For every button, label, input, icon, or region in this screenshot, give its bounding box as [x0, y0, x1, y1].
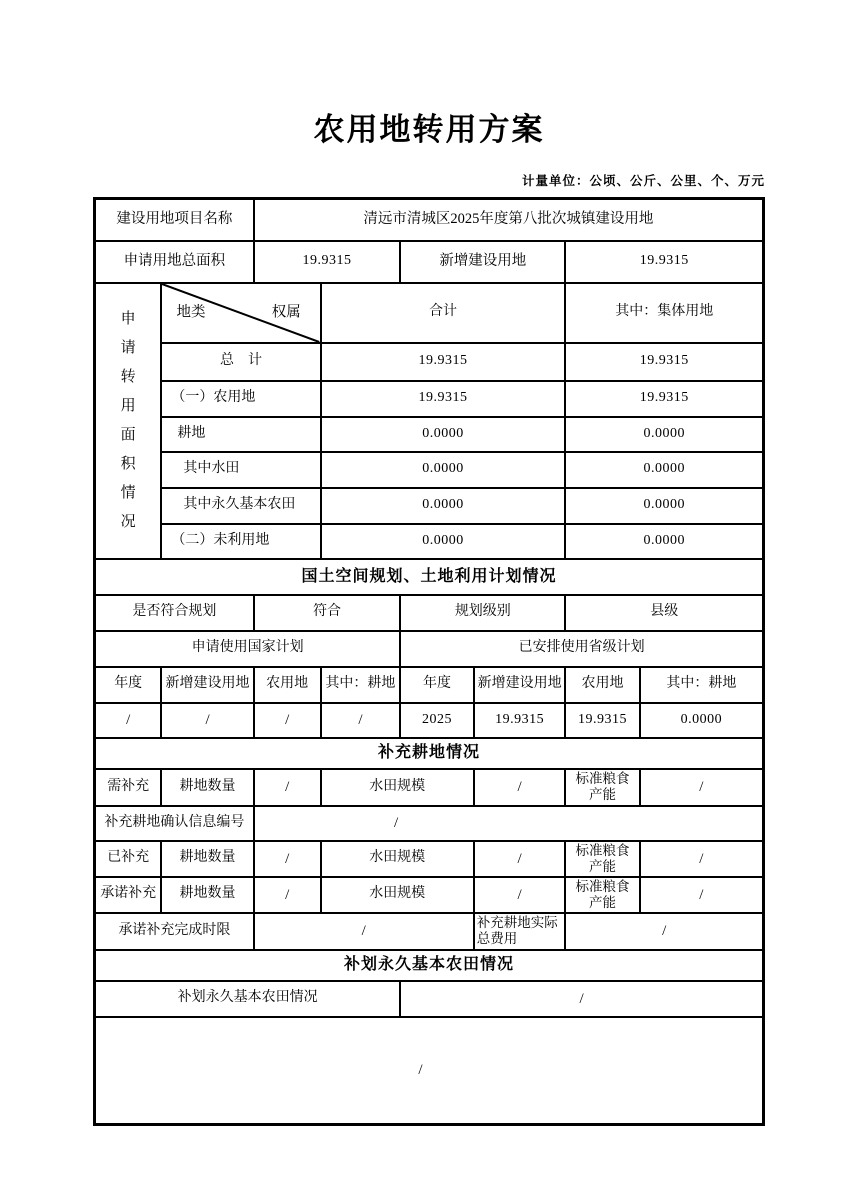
- document-content: [93, 0, 765, 1126]
- project-name-value: 清远市清城区2025年度第八批次城镇建设用地: [254, 199, 764, 241]
- planning-section-header: 国土空间规划、土地利用计划情况: [95, 559, 764, 595]
- conversion-row-collective: 0.0000: [565, 417, 763, 452]
- row-supplement-confirm: [95, 806, 764, 841]
- actual-cost-value: /: [565, 913, 763, 950]
- diagonal-label-ownership: 权属: [271, 303, 301, 320]
- national-cultivated-value: /: [321, 703, 401, 738]
- supplement-capacity-value: /: [640, 877, 764, 913]
- conversion-row-collective: 0.0000: [565, 452, 763, 488]
- supplement-type: 承诺补充: [95, 877, 162, 913]
- table-row: [95, 524, 764, 559]
- supplement-paddy-value: /: [474, 877, 566, 913]
- row-farmland-detail: [95, 981, 764, 1017]
- supplement-capacity-label: 标准粮食产能: [565, 877, 639, 913]
- conversion-row-total: 0.0000: [321, 524, 566, 559]
- supplement-qty-label: 耕地数量: [161, 769, 253, 806]
- deadline-label: 承诺补充完成时限: [95, 913, 254, 950]
- compliance-value: 符合: [254, 595, 401, 631]
- supplement-capacity-label: 标准粮食产能: [565, 841, 639, 877]
- conversion-row-label: 耕地: [161, 417, 320, 452]
- row-remark: [95, 1017, 764, 1125]
- supplement-capacity-value: /: [640, 841, 764, 877]
- row-plan-groups: [95, 631, 764, 667]
- provincial-plan-label: 已安排使用省级计划: [400, 631, 763, 667]
- provincial-year-value: 2025: [400, 703, 474, 738]
- new-construction-value: 19.9315: [565, 241, 763, 283]
- conversion-row-label: 其中永久基本农田: [161, 488, 320, 524]
- row-total-area: [95, 241, 764, 283]
- farmland-section-header: 补划永久基本农田情况: [95, 950, 764, 981]
- table-row: [95, 343, 764, 381]
- total-area-value: 19.9315: [254, 241, 401, 283]
- plan-col-new-construction: 新增建设用地: [474, 667, 566, 703]
- supplement-paddy-label: 水田规模: [321, 769, 474, 806]
- provincial-cultivated-value: 0.0000: [640, 703, 764, 738]
- conversion-row-total: 0.0000: [321, 417, 566, 452]
- supplement-type: 已补充: [95, 841, 162, 877]
- supplement-paddy-label: 水田规模: [321, 841, 474, 877]
- conversion-side-label: 申请转用面积情况: [120, 310, 136, 530]
- table-row: [95, 381, 764, 417]
- plan-col-agricultural: 农用地: [565, 667, 639, 703]
- supplement-qty-value: /: [254, 877, 321, 913]
- units-note: 计量单位：公顷、公斤、公里、个、万元: [521, 174, 765, 188]
- supplement-capacity-value: /: [640, 769, 764, 806]
- plan-col-cultivated: 其中：耕地: [321, 667, 401, 703]
- farmland-detail-value: /: [400, 981, 763, 1017]
- conversion-row-label: 其中水田: [161, 452, 320, 488]
- diagonal-header-cell: [161, 283, 320, 343]
- col-header-collective: 其中：集体用地: [565, 283, 763, 343]
- deadline-value: /: [254, 913, 474, 950]
- conversion-row-total: 19.9315: [321, 343, 566, 381]
- row-supplement-done: [95, 841, 764, 877]
- supplement-section-header: 补充耕地情况: [95, 738, 764, 769]
- conversion-side-label-cell: [95, 283, 162, 559]
- provincial-agricultural-value: 19.9315: [565, 703, 639, 738]
- plan-col-new-construction: 新增建设用地: [161, 667, 253, 703]
- row-farmland-header: [95, 950, 764, 981]
- row-supplement-promise: [95, 877, 764, 913]
- row-supplement-need: [95, 769, 764, 806]
- supplement-type: 需补充: [95, 769, 162, 806]
- conversion-row-total: 0.0000: [321, 452, 566, 488]
- plan-col-year: 年度: [95, 667, 162, 703]
- plan-level-value: 县级: [565, 595, 763, 631]
- conversion-row-total: 19.9315: [321, 381, 566, 417]
- plan-col-year: 年度: [400, 667, 474, 703]
- form-table: [93, 197, 765, 1126]
- plan-level-label: 规划级别: [400, 595, 565, 631]
- project-name-label: 建设用地项目名称: [95, 199, 254, 241]
- supplement-qty-label: 耕地数量: [161, 877, 253, 913]
- conversion-row-collective: 19.9315: [565, 381, 763, 417]
- plan-col-agricultural: 农用地: [254, 667, 321, 703]
- conversion-row-total: 0.0000: [321, 488, 566, 524]
- col-header-total: 合计: [321, 283, 566, 343]
- supplement-qty-value: /: [254, 841, 321, 877]
- supplement-paddy-value: /: [474, 841, 566, 877]
- row-project-name: [95, 199, 764, 241]
- conversion-row-label: （二）未利用地: [161, 524, 320, 559]
- compliance-label: 是否符合规划: [95, 595, 254, 631]
- supplement-qty-value: /: [254, 769, 321, 806]
- row-plan-values: [95, 703, 764, 738]
- row-planning-header: [95, 559, 764, 595]
- national-agricultural-value: /: [254, 703, 321, 738]
- page-title: 农用地转用方案: [313, 112, 545, 147]
- conversion-row-collective: 0.0000: [565, 488, 763, 524]
- row-supplement-header: [95, 738, 764, 769]
- row-compliance: [95, 595, 764, 631]
- national-new-construction-value: /: [161, 703, 253, 738]
- remark-cell: /: [95, 1017, 764, 1125]
- supplement-confirm-value: /: [254, 806, 764, 841]
- table-row: [95, 417, 764, 452]
- plan-col-cultivated: 其中：耕地: [640, 667, 764, 703]
- row-plan-columns: [95, 667, 764, 703]
- supplement-capacity-label: 标准粮食产能: [565, 769, 639, 806]
- national-plan-label: 申请使用国家计划: [95, 631, 401, 667]
- national-year-value: /: [95, 703, 162, 738]
- diagonal-label-landtype: 地类: [176, 303, 206, 320]
- supplement-qty-label: 耕地数量: [161, 841, 253, 877]
- table-row: [95, 488, 764, 524]
- supplement-paddy-label: 水田规模: [321, 877, 474, 913]
- conversion-row-collective: 0.0000: [565, 524, 763, 559]
- supplement-confirm-label: 补充耕地确认信息编号: [95, 806, 254, 841]
- provincial-new-construction-value: 19.9315: [474, 703, 566, 738]
- conversion-row-collective: 19.9315: [565, 343, 763, 381]
- conversion-row-label: 总 计: [161, 343, 320, 381]
- total-area-label: 申请用地总面积: [95, 241, 254, 283]
- actual-cost-label: 补充耕地实际总费用: [474, 913, 566, 950]
- row-supplement-deadline: [95, 913, 764, 950]
- supplement-paddy-value: /: [474, 769, 566, 806]
- conversion-row-label: （一）农用地: [161, 381, 320, 417]
- row-conversion-header: [95, 283, 764, 343]
- farmland-detail-label: 补划永久基本农田情况: [95, 981, 401, 1017]
- table-row: [95, 452, 764, 488]
- new-construction-label: 新增建设用地: [400, 241, 565, 283]
